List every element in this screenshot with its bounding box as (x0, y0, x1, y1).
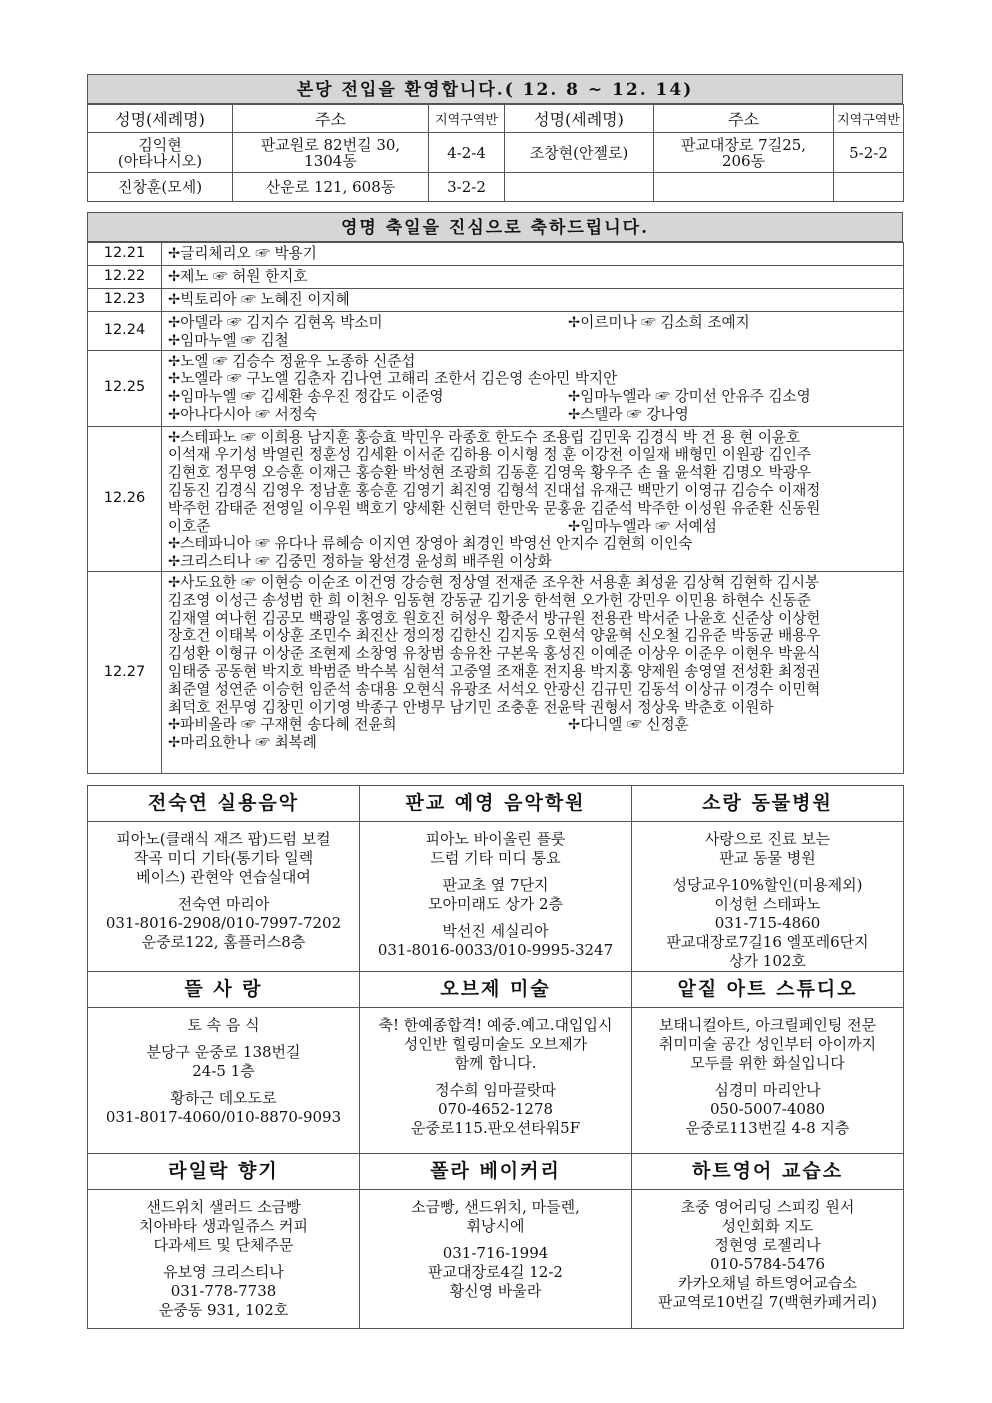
feast-line (168, 535, 899, 553)
feast-entry: 김재열 여나헌 김공모 백광일 홍영호 원호진 허성우 황준서 방규원 전용관 박서준 나윤호 신준상 이상헌 (168, 609, 821, 627)
ad-box (360, 1154, 632, 1329)
ad-line: 다과세트 및 단체주문 (153, 1236, 294, 1254)
feast-line (168, 716, 899, 734)
welcome-cell: 3-2-2 (429, 173, 505, 202)
feast-entry: 김성환 이형규 이상준 조현제 소창영 유창범 송유찬 구본욱 홍성진 이예준 이상우 이준우 이현우 박윤식 (168, 645, 821, 663)
feast-section (87, 212, 903, 774)
ad-line: 010-5784-5476 (709, 1255, 826, 1273)
ad-gap (360, 914, 631, 922)
feast-row (88, 289, 904, 312)
feast-line (168, 370, 899, 388)
ad-line: 작곡 미디 기타(통기타 일렉 (133, 849, 314, 867)
feast-row (88, 571, 904, 773)
ad-gap (360, 868, 631, 876)
ad-gap (88, 1255, 359, 1263)
feast-date: 12.27 (88, 571, 162, 773)
feast-entry: 김조영 이성근 송성범 한 희 이천우 임동현 강동균 김기웅 한석현 오가헌 강민우 이민용 하현수 신동준 (168, 591, 811, 609)
feast-line (168, 500, 899, 518)
ad-line: 070-4652-1278 (437, 1100, 554, 1118)
ad-line: 이성헌 스테파노 (714, 895, 821, 913)
feast-entry: ✢노엘 ☞ 김승수 정윤우 노종하 신준섭 (168, 352, 416, 370)
ad-line: 함께 합니다. (454, 1054, 537, 1072)
welcome-header-row (88, 105, 904, 133)
feast-entry: ✢글리체리오 ☞ 박용기 (168, 245, 317, 263)
welcome-cell: 산운로 121, 608동 (233, 173, 429, 202)
ad-gap (360, 1236, 631, 1244)
feast-line (168, 245, 899, 263)
feast-line (168, 482, 899, 500)
feast-line (168, 663, 899, 681)
ad-line: 소금빵, 샌드위치, 마들렌, (411, 1198, 580, 1216)
ad-line: 판교역로10번길 7(백현카페거리) (658, 1293, 877, 1311)
ad-line: 모아미래도 상가 2층 (427, 895, 563, 913)
ad-line: 치아바타 생과일쥬스 커피 (139, 1217, 308, 1235)
feast-entry: ✢마리요한나 ☞ 최복례 (168, 734, 317, 752)
ad-body (88, 1008, 359, 1127)
welcome-title: 본당 전입을 환영합니다.( 12. 8 ~ 12. 14) (87, 74, 903, 104)
ad-line: 성인회화 지도 (721, 1217, 814, 1235)
ad-box (88, 786, 360, 972)
ad-line: 보태니컬아트, 아크릴페인팅 전문 (658, 1016, 877, 1034)
feast-entry: ✢이르미나 ☞ 김소희 조예지 (568, 314, 750, 331)
ad-body (360, 1008, 631, 1138)
ad-body (632, 822, 903, 971)
feast-entry: 최준열 성연준 이승헌 임준석 송대용 오현식 유광조 서석오 안광신 김규민 김동석 이상규 이경수 이민혁 (168, 680, 821, 698)
ad-gap (632, 1073, 903, 1081)
feast-names (162, 350, 904, 426)
ad-line: 전숙연 마리아 (177, 895, 270, 913)
ad-title: 소랑 동물병원 (632, 786, 903, 822)
ad-box (360, 972, 632, 1154)
ad-gap (88, 887, 359, 895)
ad-line: 운중로115.판오션타워5F (410, 1119, 581, 1137)
feast-entry: ✢스텔라 ☞ 강나영 (568, 405, 689, 423)
feast-line (168, 464, 899, 482)
feast-entry: ✢제노 ☞ 허원 한지호 (168, 268, 308, 286)
ad-body (88, 822, 359, 952)
feast-entry: ✢빅토리아 ☞ 노혜진 이지혜 (168, 291, 350, 309)
header-address: 주소 (654, 105, 834, 133)
feast-title: 영명 축일을 진심으로 축하드립니다. (87, 212, 903, 242)
feast-names (162, 289, 904, 312)
ad-line: 상가 102호 (729, 952, 806, 970)
ad-line: 운중동 931, 102호 (158, 1301, 289, 1319)
feast-line (168, 553, 899, 571)
ad-title: 뜰 사 랑 (88, 972, 359, 1008)
welcome-cell: 판교대장로 7길25, 206동 (654, 133, 834, 173)
feast-date: 12.25 (88, 350, 162, 426)
feast-line (168, 518, 899, 536)
feast-entry: 장호건 이태복 이상훈 조민수 최진산 정의정 김한신 김지동 오현석 양윤혁 신오철 김유준 박동균 배용우 (168, 627, 821, 645)
welcome-row (88, 173, 904, 202)
feast-line (168, 429, 899, 447)
feast-entry: 김현호 정무영 오승훈 이재근 홍승환 박성현 조광희 김동훈 김영욱 황우주 손 율 윤석환 김명오 박광우 (168, 464, 811, 482)
ad-title: 오브제 미술 (360, 972, 631, 1008)
ad-line: 031-715-4860 (714, 914, 821, 932)
feast-row (88, 350, 904, 426)
ad-box (88, 972, 360, 1154)
header-address: 주소 (233, 105, 429, 133)
welcome-cell: 판교원로 82번길 30, 1304동 (233, 133, 429, 173)
feast-line (168, 645, 899, 663)
ad-title: 판교 예영 음악학원 (360, 786, 631, 822)
feast-row (88, 426, 904, 571)
feast-entry: ✢스테파노 ☞ 이희용 남지훈 홍승효 박민우 라종호 한도수 조용립 김민욱 김경식 박 건 용 현 이윤호 (168, 428, 801, 446)
ad-line: 토 속 음 식 (187, 1016, 260, 1034)
feast-row (88, 312, 904, 351)
feast-names (162, 266, 904, 289)
ad-line: 031-778-7738 (170, 1282, 277, 1300)
ad-line: 분당구 운중로 138번길 (146, 1043, 301, 1061)
feast-line (168, 574, 899, 592)
feast-entry: ✢아나다시아 ☞ 서정숙 (168, 405, 317, 423)
feast-entry: 이호준 (168, 517, 211, 535)
feast-line (168, 406, 899, 424)
ad-box (632, 1154, 904, 1329)
header-name: 성명(세례명) (505, 105, 654, 133)
ad-gap (88, 1035, 359, 1043)
ad-line: 베이스) 관현악 연습실대여 (136, 868, 311, 886)
ad-line: 휘낭시에 (466, 1217, 525, 1235)
feast-line (168, 699, 899, 717)
welcome-cell: 조창현(안젤로) (505, 133, 654, 173)
feast-entry: 박주헌 감태준 전영일 이우원 백호기 양세환 신현덕 한만욱 문홍윤 김준석 박주한 이성원 유준환 신동원 (168, 499, 821, 517)
ad-body (360, 1190, 631, 1301)
ad-line: 드럼 기타 미디 통요 (430, 849, 561, 867)
welcome-cell: 김익현 (아타나시오) (88, 133, 233, 173)
feast-date: 12.22 (88, 266, 162, 289)
feast-line (168, 314, 899, 332)
welcome-cell (654, 173, 834, 202)
feast-entry: ✢스테파니아 ☞ 유다나 류혜승 이지연 장영아 최경인 박영선 안지수 김현희 이인숙 (168, 535, 693, 553)
ad-gap (360, 1073, 631, 1081)
ad-line: 유보영 크리스티나 (163, 1263, 284, 1281)
ad-line: 심경미 마리안나 (714, 1081, 821, 1099)
feast-line (168, 592, 899, 610)
ad-line: 정현영 로젤리나 (714, 1236, 821, 1254)
feast-names (162, 312, 904, 351)
ad-line: 판교대장로7길16 엘포레6단지 (666, 933, 869, 951)
feast-date: 12.21 (88, 243, 162, 266)
ad-box (632, 972, 904, 1154)
feast-line (168, 681, 899, 699)
feast-names (162, 243, 904, 266)
ad-line: 정수희 임마끌랏따 (435, 1081, 556, 1099)
feast-line (168, 627, 899, 645)
feast-entry: 김동진 김경식 김영우 정남훈 홍승훈 김영기 최진영 김형석 진대섭 유재근 백만기 이영규 김승수 이재정 (168, 481, 821, 499)
ad-body (360, 822, 631, 960)
ad-box (360, 786, 632, 972)
ad-line: 판교대장로4길 12-2 (428, 1263, 563, 1281)
header-name: 성명(세례명) (88, 105, 233, 133)
ad-line: 카카오채널 하트영어교습소 (678, 1274, 857, 1292)
feast-line (168, 353, 899, 371)
feast-entry: ✢노엘라 ☞ 구노엘 김춘자 김나연 고해리 조한서 김은영 손아민 박지안 (168, 370, 618, 388)
feast-line (168, 268, 899, 286)
ad-title: 하트영어 교습소 (632, 1154, 903, 1190)
ad-line: 031-8016-0033/010-9995-3247 (377, 941, 614, 959)
feast-line (168, 446, 899, 464)
ad-title: 라일락 향기 (88, 1154, 359, 1190)
welcome-cell: 5-2-2 (834, 133, 904, 173)
ad-line: 모두를 위한 화실입니다 (690, 1054, 845, 1072)
ad-line: 초중 영어리딩 스피킹 원서 (680, 1198, 855, 1216)
ad-line: 판교 동물 병원 (719, 849, 816, 867)
feast-date: 12.23 (88, 289, 162, 312)
ad-line: 사랑으로 진료 보는 (704, 830, 831, 848)
ad-title: 폴라 베이커리 (360, 1154, 631, 1190)
welcome-cell: 진창훈(모세) (88, 173, 233, 202)
ad-line: 24-5 1층 (192, 1062, 255, 1080)
feast-line (168, 388, 899, 406)
feast-line (168, 291, 899, 309)
ads-table (87, 785, 904, 1329)
ad-line: 050-5007-4080 (709, 1100, 826, 1118)
header-district: 지역구역반 (429, 105, 505, 133)
ad-title: 전숙연 실용음악 (88, 786, 359, 822)
ads-row (88, 786, 904, 972)
feast-names (162, 426, 904, 571)
ad-gap (632, 868, 903, 876)
welcome-cell: 4-2-4 (429, 133, 505, 173)
ad-title: 앝짙 아트 스튜디오 (632, 972, 903, 1008)
feast-entry: ✢사도요한 ☞ 이현승 이순조 이건영 강승현 정상열 전재준 조우찬 서용훈 최성윤 김상혁 김현학 김시봉 (168, 573, 820, 591)
ad-line: 황신영 바울라 (449, 1282, 542, 1300)
feast-entry: 최덕호 전무영 김창민 이기영 박종구 안병무 남기민 조충훈 전윤탁 권형서 정상욱 박춘호 이원하 (168, 698, 774, 716)
ads-row (88, 1154, 904, 1329)
feast-entry: ✢크리스티나 ☞ 김중민 정하늘 왕선경 윤성희 배주원 이상화 (168, 553, 552, 571)
ad-line: 운중로113번길 4-8 지층 (685, 1119, 850, 1137)
feast-entry: ✢파비올라 ☞ 구재현 송다혜 전윤희 (168, 716, 397, 734)
feast-line (168, 610, 899, 628)
feast-row (88, 243, 904, 266)
ad-box (632, 786, 904, 972)
ad-line: 판교초 옆 7단지 (442, 876, 549, 894)
feast-entry: 임태중 공동현 박지호 박범준 박수복 심현석 고중열 조재훈 전지용 박지홍 양제원 송영열 전성환 최정권 (168, 662, 821, 680)
feast-entry: 이석재 우기성 박열린 정훈성 김세환 이서준 김하용 이시형 정 훈 이강전 이일재 배형민 이원광 김인주 (168, 446, 811, 464)
ad-line: 피아노 바이올린 플룻 (425, 830, 566, 848)
feast-line (168, 332, 899, 350)
feast-entry: ✢임마누엘라 ☞ 강미선 안유주 김소영 (568, 388, 811, 406)
ads-row (88, 972, 904, 1154)
feast-entry: ✢아델라 ☞ 김지수 김현옥 박소미 (168, 314, 383, 331)
ads-section (87, 785, 903, 1329)
ad-line: 황하근 데오도로 (170, 1089, 277, 1107)
feast-entry: ✢임마누엘라 ☞ 서예섬 (568, 517, 717, 535)
ad-body (632, 1008, 903, 1138)
ad-gap (88, 1081, 359, 1089)
welcome-cell (505, 173, 654, 202)
ad-line: 운중로122, 홈플러스8층 (141, 933, 306, 951)
ad-box (88, 1154, 360, 1329)
ad-line: 축! 한예종합격! 예중.예고.대입입시 (378, 1016, 613, 1034)
ad-line: 샌드위치 샐러드 소금빵 (146, 1198, 301, 1216)
ad-line: 성당교우10%할인(미용제외) (672, 876, 863, 894)
ad-line: 031-8017-4060/010-8870-9093 (105, 1108, 342, 1126)
feast-line (168, 734, 899, 752)
ad-line: 성인반 힐링미술도 오브제가 (403, 1035, 588, 1053)
welcome-row (88, 133, 904, 173)
feast-row (88, 266, 904, 289)
welcome-section (87, 74, 903, 202)
header-district: 지역구역반 (834, 105, 904, 133)
feast-table (87, 242, 904, 774)
feast-entry: ✢임마누엘 ☞ 김철 (168, 331, 289, 349)
feast-names (162, 571, 904, 773)
ad-line: 031-716-1994 (442, 1244, 549, 1262)
ad-line: 031-8016-2908/010-7997-7202 (105, 914, 342, 932)
ad-body (632, 1190, 903, 1312)
feast-date: 12.26 (88, 426, 162, 571)
welcome-table (87, 104, 904, 202)
ad-body (88, 1190, 359, 1320)
feast-date: 12.24 (88, 312, 162, 351)
welcome-cell (834, 173, 904, 202)
feast-entry: ✢임마누엘 ☞ 김세환 송우진 정갑도 이준영 (168, 388, 444, 406)
ad-line: 박선진 세실리아 (442, 922, 549, 940)
ad-line: 피아노(클래식 재즈 팝)드럼 보컬 (116, 830, 331, 848)
feast-entry: ✢다니엘 ☞ 신정훈 (568, 716, 689, 734)
ad-line: 취미미술 공간 성인부터 아이까지 (658, 1035, 877, 1053)
